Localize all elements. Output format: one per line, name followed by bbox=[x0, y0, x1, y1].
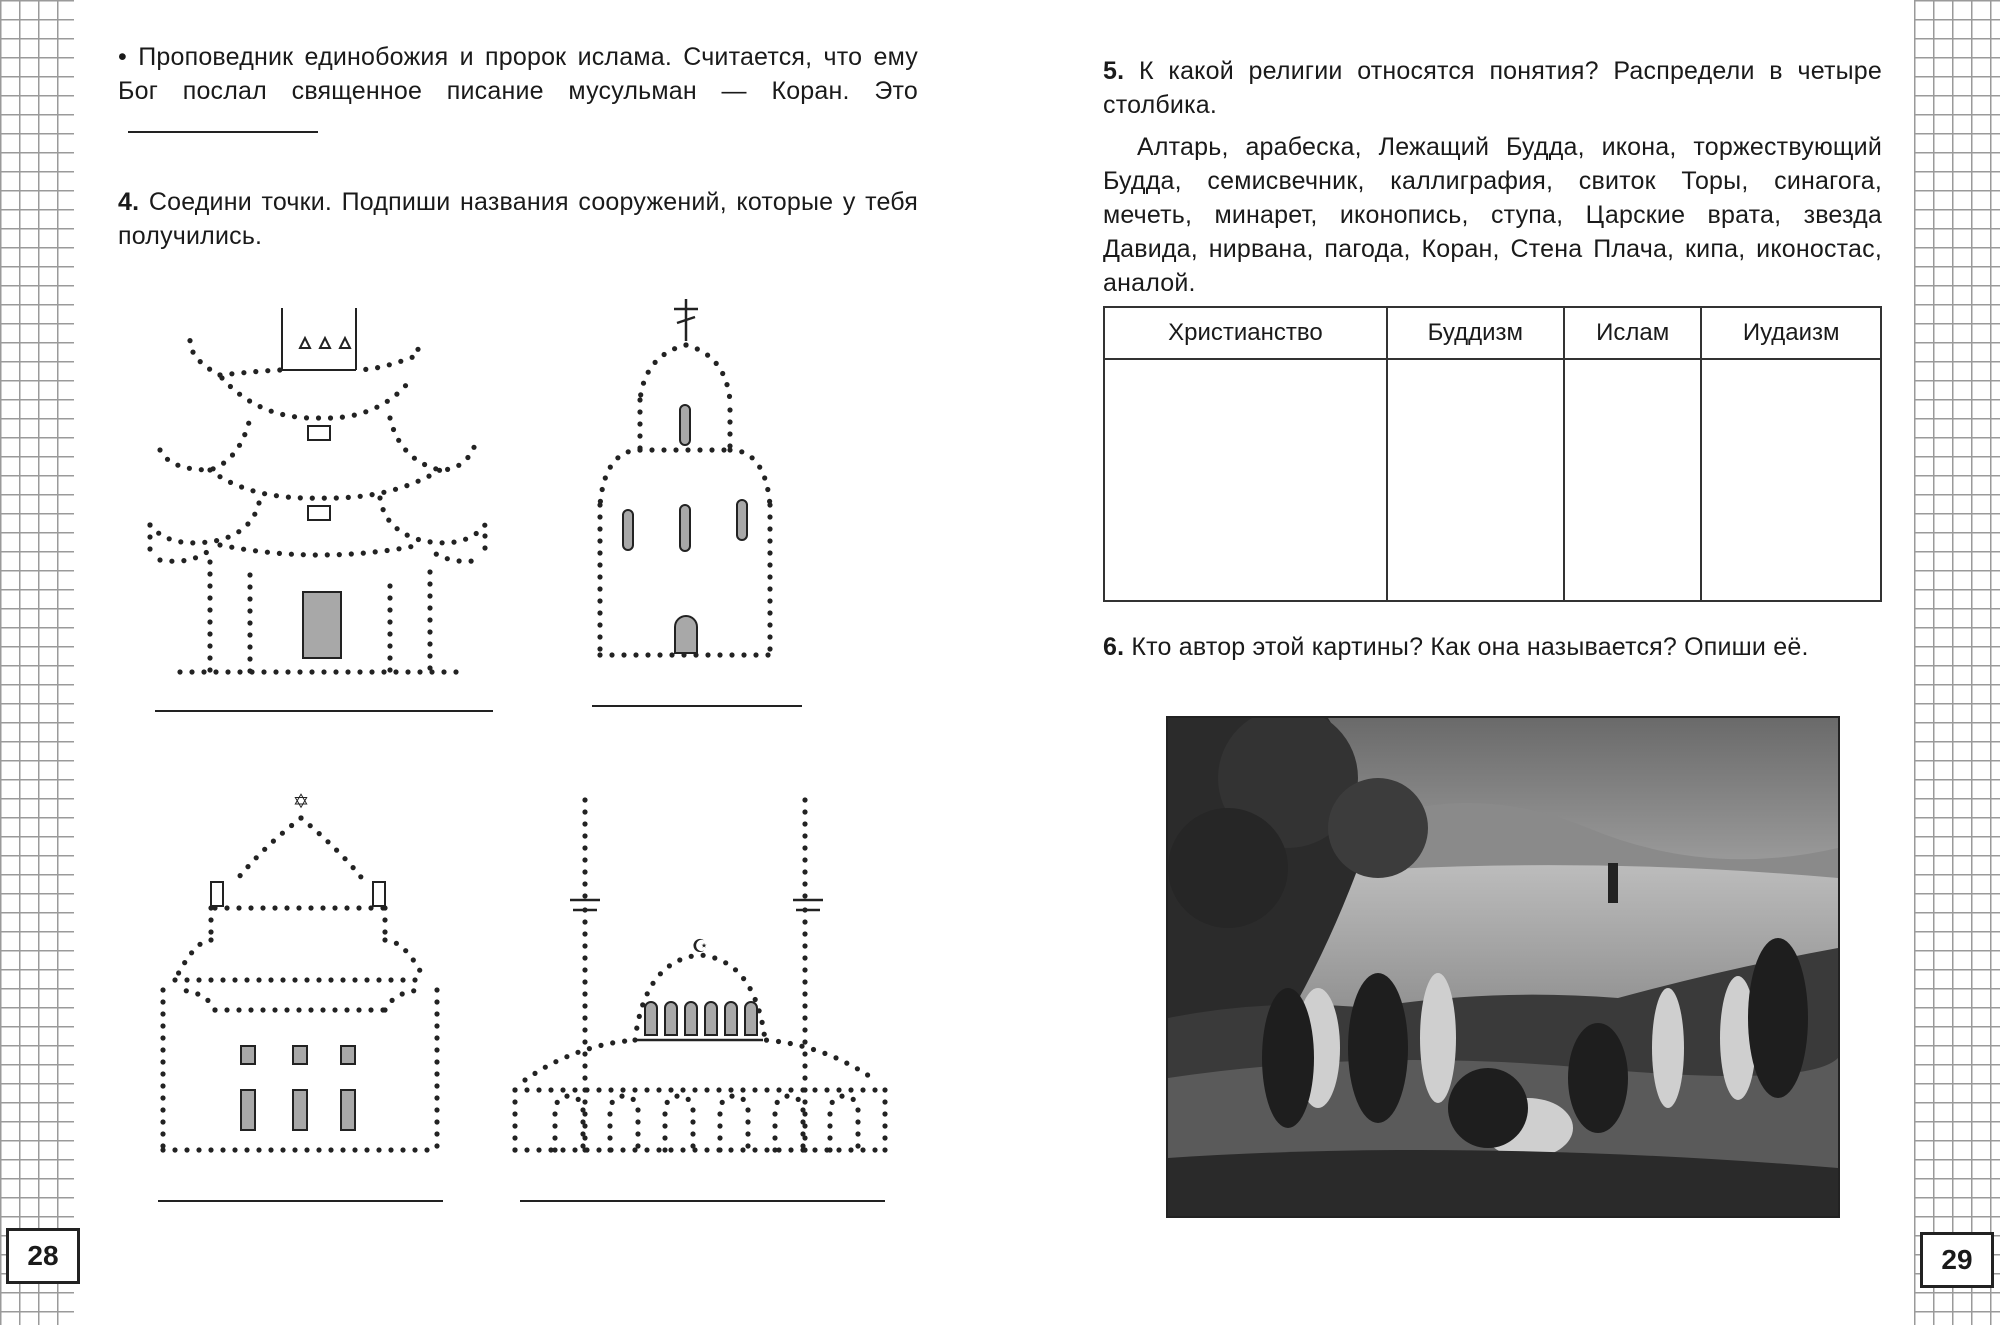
cell-judaism[interactable] bbox=[1701, 359, 1881, 601]
table-header-row bbox=[1104, 307, 1881, 359]
task-4 bbox=[118, 185, 918, 253]
svg-text:☪: ☪ bbox=[691, 936, 709, 956]
column-islam: Ислам bbox=[1564, 307, 1701, 359]
page-number-left: 28 bbox=[6, 1228, 80, 1284]
svg-text:✡: ✡ bbox=[292, 791, 310, 813]
painting-image bbox=[1166, 716, 1840, 1218]
answer-line-prophet[interactable] bbox=[128, 111, 318, 133]
task-5 bbox=[1103, 54, 1882, 122]
synagogue-drawing bbox=[155, 790, 455, 1170]
task-6 bbox=[1103, 630, 1813, 664]
prophet-item bbox=[118, 40, 918, 142]
page-number-right: 29 bbox=[1920, 1232, 1994, 1288]
mosque-drawing bbox=[515, 790, 895, 1170]
bullet: • bbox=[118, 43, 127, 71]
church-drawing bbox=[585, 295, 805, 670]
answer-line-church[interactable] bbox=[592, 705, 802, 707]
cell-islam[interactable] bbox=[1564, 359, 1701, 601]
pagoda-drawing bbox=[150, 300, 490, 670]
task-5-number: 5. bbox=[1103, 57, 1125, 85]
table-answer-row bbox=[1104, 359, 1881, 601]
prophet-item-text: Проповедник единобожия и пророк ислама. Считается, что ему Бог послал священное писание мусульман — Коран. Это bbox=[118, 43, 918, 105]
column-christianity: Христианство bbox=[1104, 307, 1387, 359]
cell-buddhism[interactable] bbox=[1387, 359, 1564, 601]
answer-line-mosque[interactable] bbox=[520, 1200, 885, 1202]
task-5-text: К какой религии относятся понятия? Распредели в четыре столбика. bbox=[1103, 57, 1882, 119]
religions-table bbox=[1103, 306, 1882, 602]
task-5-terms: Алтарь, арабеска, Лежащий Будда, икона, торжествующий Будда, семисвечник, каллиграфия, свиток Торы, синагога, мечеть, минарет, иконопись, ступа, Царские врата, звезда Давида, нирвана, пагода, Коран, Стена Плача, кипа, иконостас, аналой. bbox=[1103, 133, 1882, 297]
task-6-text: Кто автор этой картины? Как она называется? Опиши её. bbox=[1131, 633, 1809, 661]
right-grid-margin bbox=[1914, 0, 2000, 1325]
answer-line-pagoda[interactable] bbox=[155, 710, 493, 712]
left-grid-margin bbox=[0, 0, 74, 1325]
column-judaism: Иудаизм bbox=[1701, 307, 1881, 359]
task-4-number: 4. bbox=[118, 188, 140, 216]
column-buddhism: Буддизм bbox=[1387, 307, 1564, 359]
task-4-text: Соедини точки. Подпиши названия сооружений, которые у тебя получились. bbox=[118, 188, 918, 250]
cell-christianity[interactable] bbox=[1104, 359, 1387, 601]
answer-line-synagogue[interactable] bbox=[158, 1200, 443, 1202]
task-6-number: 6. bbox=[1103, 633, 1125, 661]
